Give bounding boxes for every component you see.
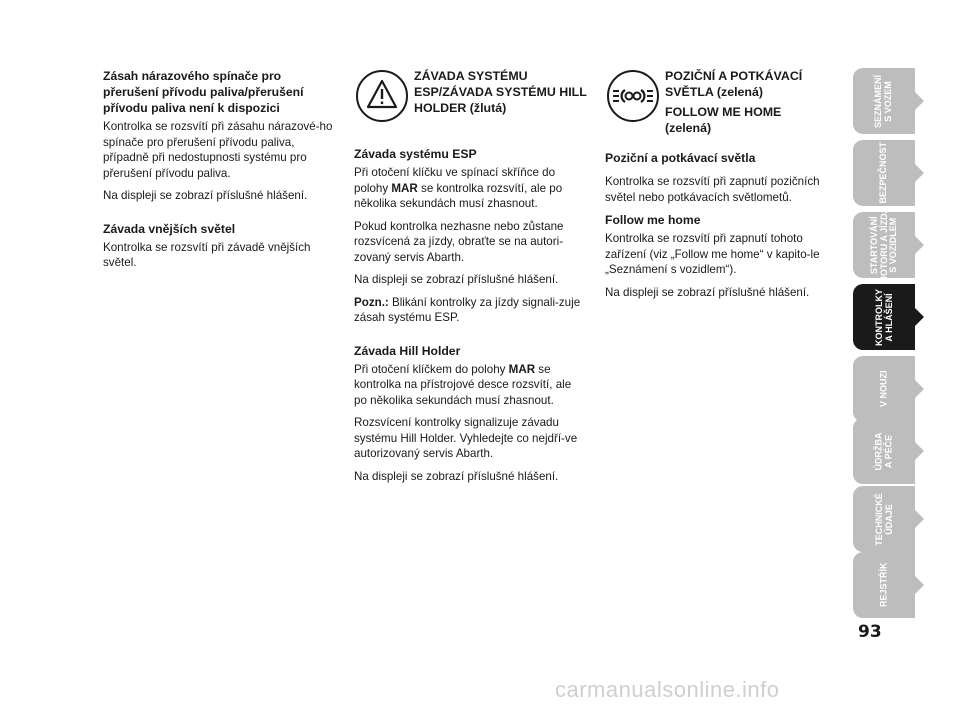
column-1 xyxy=(103,68,335,278)
text-hill-holder-key xyxy=(354,362,586,409)
text-part: Při otočení klíčkem do polohy xyxy=(354,362,509,376)
tab-v-nouzi[interactable] xyxy=(853,356,915,422)
tab-rejstrik[interactable] xyxy=(853,552,915,618)
text-display-message: Na displeji se zobrazí příslušné hlášení. xyxy=(605,285,810,299)
title-color-green: (zelená) xyxy=(716,85,764,99)
tab-label: KONTROLKY A HLÁŠENÍ xyxy=(873,288,893,346)
tab-label: ÚDRŽBA A PÉČE xyxy=(873,432,893,470)
tab-technicke-udaje[interactable] xyxy=(853,486,915,552)
heading-follow-me-home: Follow me home xyxy=(605,213,701,227)
text-part: Při otočení klíčku ve spínací skříňce do polohy xyxy=(354,166,556,195)
text-hill-holder-service: Rozsvícení kontrolky signalizuje závadu systému Hill Holder. Vyhledejte co nejdří-ve autorizovaný servis Abarth. xyxy=(354,416,578,460)
text-display-message: Na displeji se zobrazí příslušné hlášení. xyxy=(103,189,308,202)
tab-label: BEZPEČNOST xyxy=(878,142,889,204)
text-part: se kontrolka rozsvítí, ale po několika sekundách musí zhasnout. xyxy=(354,181,563,210)
heading-hill-holder-fault: Závada Hill Holder xyxy=(354,343,461,358)
heading-exterior-lights-fault: Závada vnějších světel xyxy=(103,221,236,236)
tab-label: V NOUZI xyxy=(878,370,889,408)
tab-label: SEZNÁMENÍ S VOZEM xyxy=(873,74,893,128)
column-2 xyxy=(354,68,586,491)
tab-kontrolky[interactable] xyxy=(853,284,915,350)
column-3 xyxy=(605,68,837,307)
page-number: 93 xyxy=(858,622,882,642)
title-follow-me-home: FOLLOW ME HOME xyxy=(665,105,782,119)
text-mar: MAR xyxy=(391,181,418,195)
text-note xyxy=(354,295,586,326)
text-position-lights: Kontrolka se rozsvítí při zapnutí pozičních světel nebo potkávacích světlometů. xyxy=(605,175,820,204)
text-display-message: Na displeji se zobrazí příslušné hlášení. xyxy=(354,273,559,286)
section-title-esp xyxy=(414,68,589,116)
title-esp-hill-holder: ZÁVADA SYSTÉMU ESP/ZÁVADA SYSTÉMU HILL HOLDER xyxy=(414,69,587,115)
tab-label: REJSTŘÍK xyxy=(878,562,889,608)
title-color-yellow: (žlutá) xyxy=(469,101,507,115)
tab-label: TECHNICKÉ ÚDAJE xyxy=(873,492,893,546)
text-part: se kontrolka na přístrojové desce rozsvítí, ale po několika sekundách musí zhasnout. xyxy=(354,362,572,407)
note-text: Blikání kontrolky za jízdy signali-zuje zásah systému ESP. xyxy=(354,295,581,324)
note-label: Pozn.: xyxy=(354,295,389,309)
heading-esp-fault: Závada systému ESP xyxy=(354,147,477,161)
title-position-lights: POZIČNÍ A POTKÁVACÍ SVĚTLA xyxy=(665,69,803,99)
text-display-message: Na displeji se zobrazí příslušné hlášení. xyxy=(354,469,559,483)
watermark: carmanualsonline.info xyxy=(555,677,780,702)
tab-startovani[interactable] xyxy=(853,206,915,284)
warning-triangle-icon xyxy=(354,68,410,124)
text-fuel-cutoff: Kontrolka se rozsvítí při zásahu nárazové-ho spínače pro přerušení přívodu paliva, případně při nedostupnosti systému pro přerušení přívodu paliva. xyxy=(103,120,333,180)
tab-bezpecnost[interactable] xyxy=(853,140,915,206)
text-esp-key xyxy=(354,165,586,212)
text-esp-service: Pokud kontrolka nezhasne nebo zůstane rozsvícená za jízdy, obraťte se na autori-zovaný servis Abarth. xyxy=(354,219,564,264)
text-follow-me-home: Kontrolka se rozsvítí při zapnutí tohoto zařízení (viz „Follow me home“ v kapito-le „Seznámení s vozidlem“). xyxy=(605,232,820,276)
title-color-green: (zelená) xyxy=(665,121,712,135)
tab-label: STARTOVÁNÍ MOTORU A JÍZDA S VOZIDLEM xyxy=(868,206,898,284)
text-mar: MAR xyxy=(508,362,536,376)
heading-fuel-cutoff: Zásah nárazového spínače pro přerušení přívodu paliva/přerušení přívodu paliva není k dispozici xyxy=(103,69,304,115)
text-exterior-lights-fault: Kontrolka se rozsvítí při závadě vnějších světel. xyxy=(103,240,311,269)
tab-seznameni[interactable] xyxy=(853,68,915,134)
heading-position-lights: Poziční a potkávací světla xyxy=(605,151,756,165)
tab-udrzba[interactable] xyxy=(853,418,915,484)
section-title-lights xyxy=(665,68,840,136)
position-lights-icon xyxy=(605,68,661,124)
